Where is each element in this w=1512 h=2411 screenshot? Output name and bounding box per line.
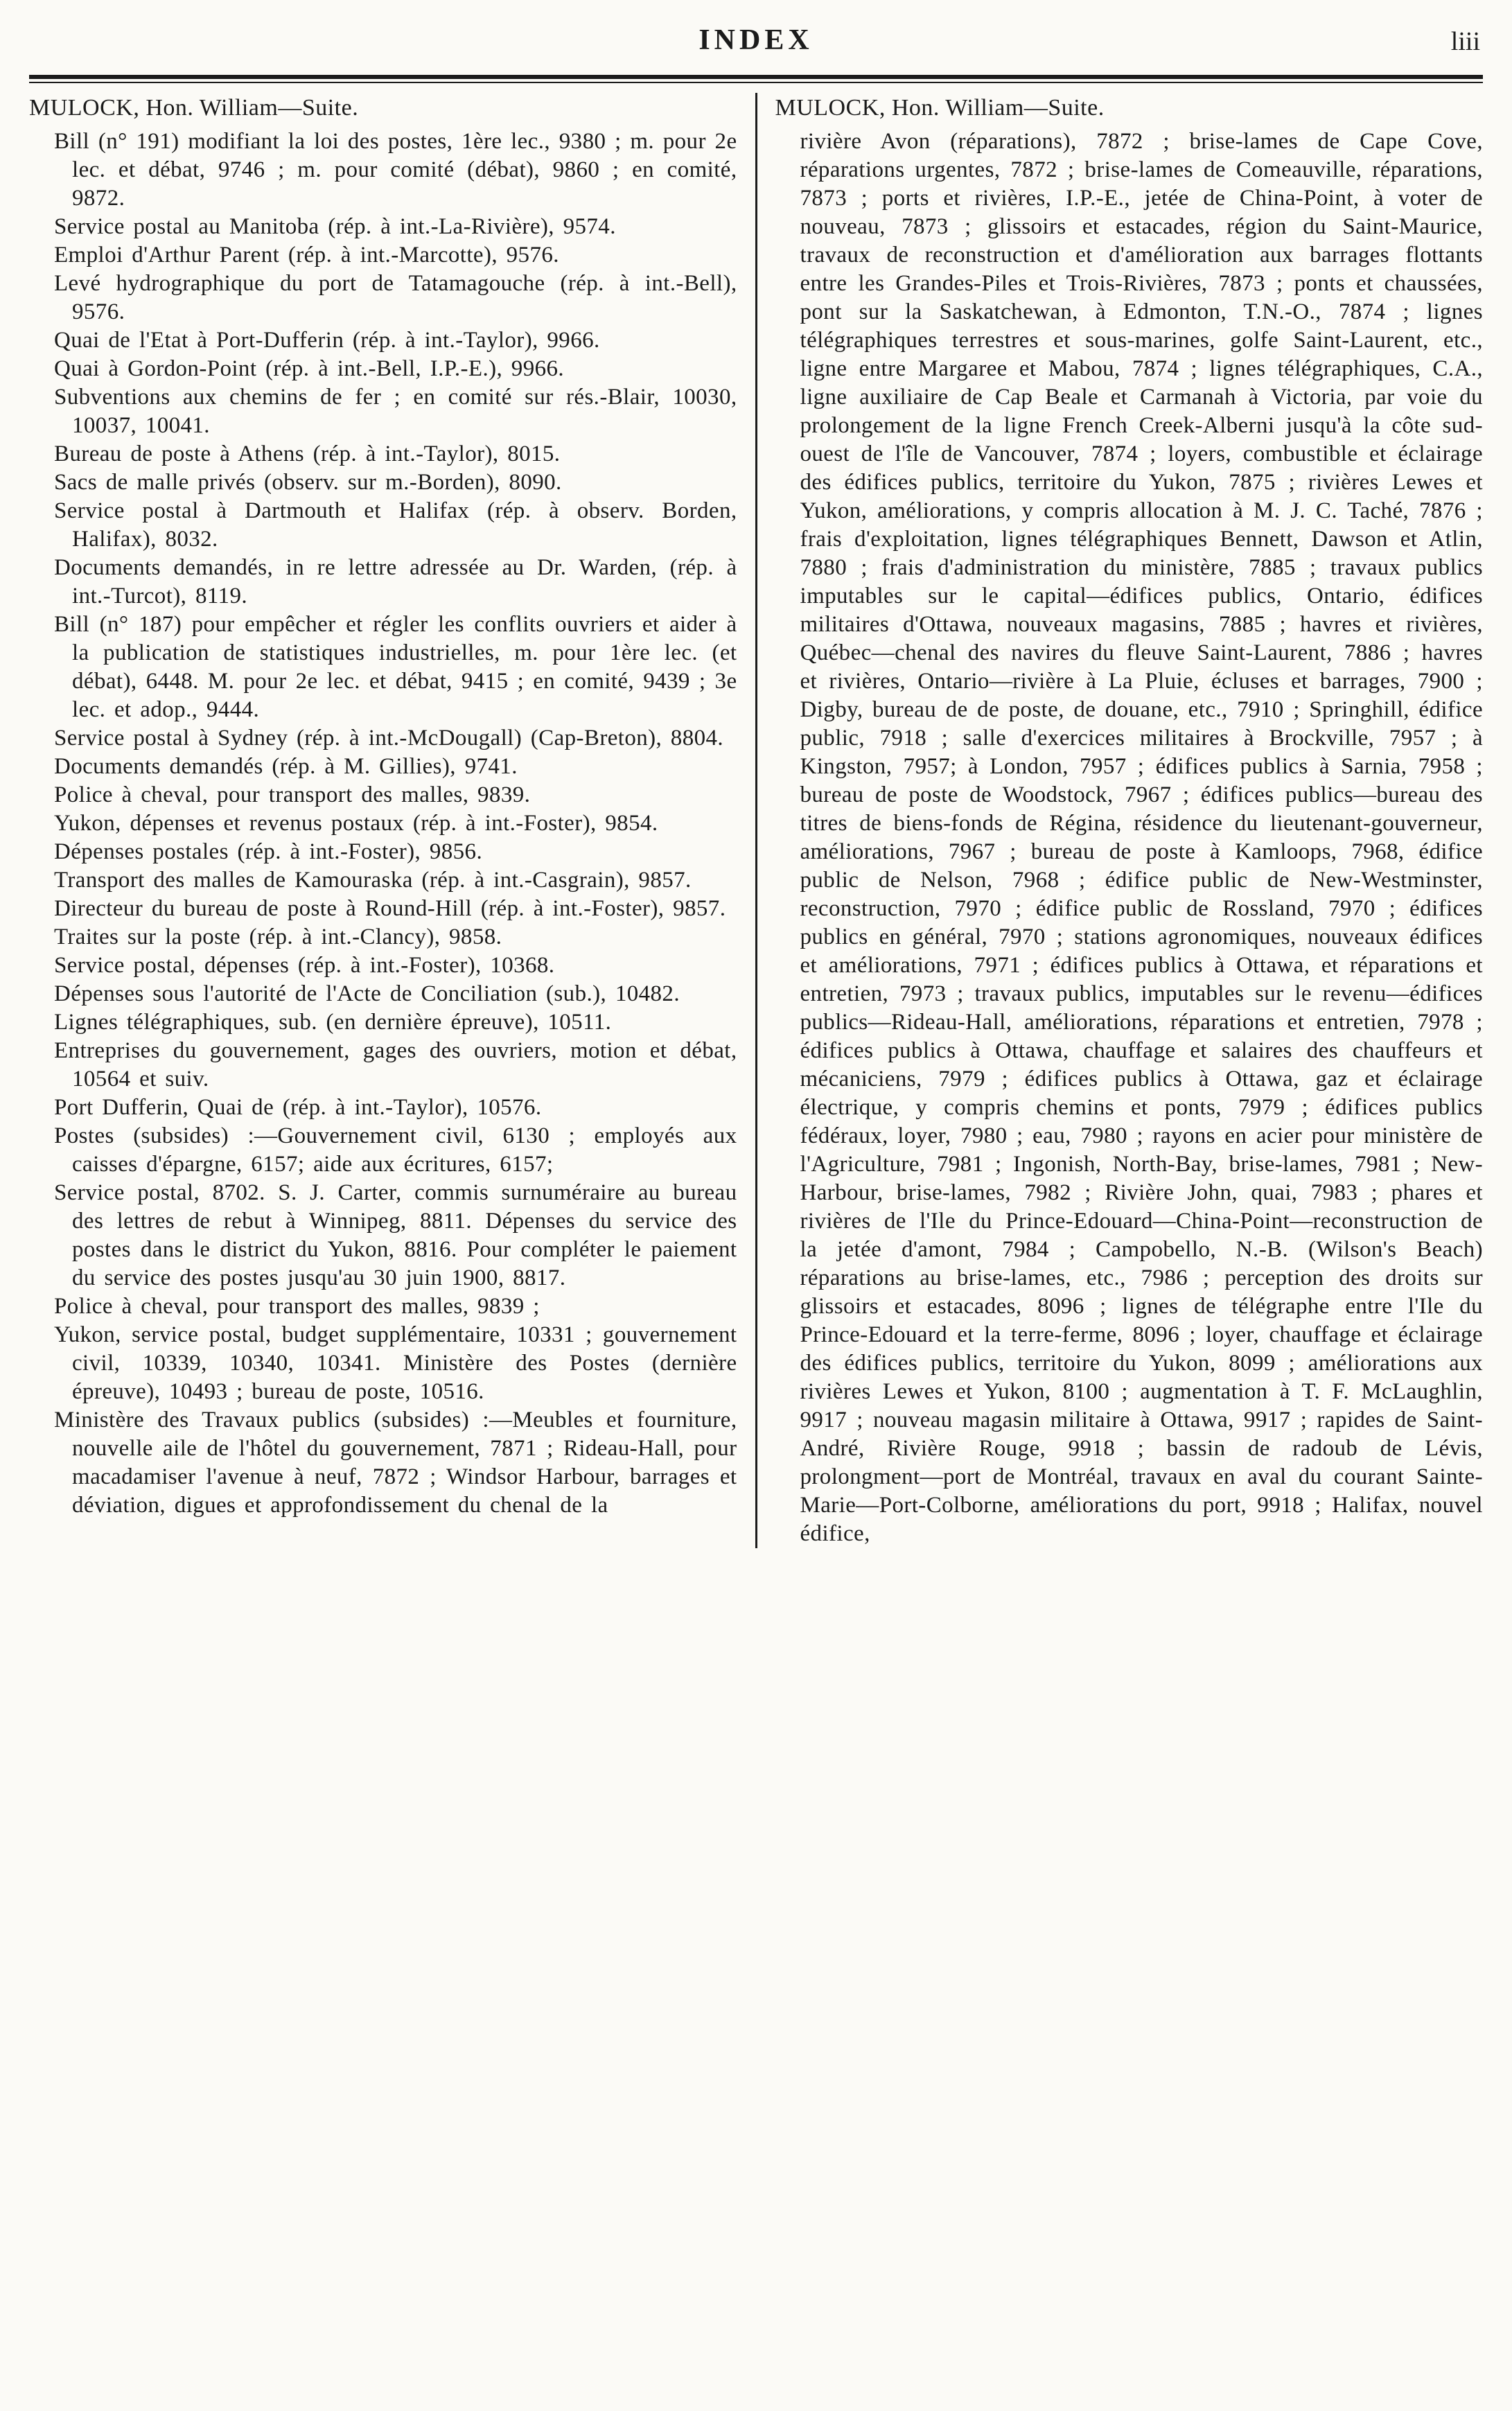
index-entry: Yukon, service postal, budget supplémentaire, 10331 ; gouvernement civil, 10339, 10340, 10341. Ministère des Postes (dernière épreuve), 10493 ; bureau de poste, 10516. xyxy=(54,1322,737,1404)
index-entry: Ministère des Travaux publics (subsides) :—Meubles et fourniture, nouvelle aile de l'hôtel du gouvernement, 7871 ; Rideau-Hall, pour macadamiser l'avenue à neuf, 7872 ; Windsor Harbour, barrages et déviation, digues et approfondissement du chenal de la xyxy=(54,1408,737,1518)
index-entry: Port Dufferin, Quai de (rép. à int.-Taylor), 10576. xyxy=(54,1095,542,1120)
index-entry: Levé hydrographique du port de Tatamagouche (rép. à int.-Bell), 9576. xyxy=(54,271,737,324)
index-entry: Police à cheval, pour transport des malles, 9839 ; xyxy=(54,1294,540,1319)
index-entry: Documents demandés, in re lettre adressée au Dr. Warden, (rép. à int.-Turcot), 8119. xyxy=(54,555,737,608)
index-entry: Dépenses sous l'autorité de l'Acte de Conciliation (sub.), 10482. xyxy=(54,981,680,1006)
double-rule xyxy=(29,75,1483,83)
page-header xyxy=(29,24,1483,64)
index-entry: Service postal à Dartmouth et Halifax (rép. à observ. Borden, Halifax), 8032. xyxy=(54,498,737,552)
page-number: liii xyxy=(1450,27,1480,56)
index-entry: Service postal, dépenses (rép. à int.-Foster), 10368. xyxy=(54,953,555,978)
left-column-heading: MULOCK, Hon. William—Suite. xyxy=(29,95,359,121)
left-column xyxy=(29,93,737,1548)
index-entry: rivière Avon (réparations), 7872 ; brise-lames de Cape Cove, réparations urgentes, 7872 ; brise-lames de Comeauville, réparations, 7873 ; ports et rivières, I.P.-E., jetée de China-Point, à voter de nouveau, 7873 ; glissoirs et estacades, région du Saint-Maurice, travaux de reconstruction et d'amélioration aux barrages flottants entre les Grandes-Piles et Trois-Rivières, 7873 ; ponts et chaussées, pont sur la Saskatchewan, à Edmonton, T.N.-O., 7874 ; lignes télégraphiques terrestres et sous-marines, golfe Saint-Laurent, etc., ligne entre Margaree et Mabou, 7874 ; lignes télégraphiques, C.A., ligne auxiliaire de Cap Beale et Carmanah à Victoria, par voie du prolongement de la ligne French Creek-Alberni jusqu'à la côte sud-ouest de l'île de Vancouver, 7874 ; loyers, combustible et éclairage des édifices publics, territoire du Yukon, 7875 ; rivières Lewes et Yukon, améliorations, y compris allocation à M. J. C. Taché, 7876 ; frais d'exploitation, lignes télégraphiques Bennett, Dawson et Atlin, 7880 ; frais d'administration du ministère, 7885 ; travaux publics imputables sur le capital—édifices publics, Ontario, édifices militaires d'Ottawa, nouveaux magasins, 7885 ; havres et rivières, Québec—chenal des navires du fleuve Saint-Laurent, 7886 ; havres et rivières, Ontario—rivière à La Pluie, écluses et barrages, 7900 ; Digby, bureau de de poste, de douane, etc., 7910 ; Springhill, édifice public, 7918 ; salle d'exercices militaires à Brockville, 7957 ; à Kingston, 7957; à London, 7957 ; édifices publics à Sarnia, 7958 ; bureau de poste de Woodstock, 7967 ; édifices publics—bureau des titres de biens-fonds de Régina, résidence du lieutenant-gouverneur, améliorations, 7967 ; bureau de poste à Kamloops, 7968, édifice public de Nelson, 7968 ; édifice public de New-Westminster, reconstruction, 7970 ; édifice public de Rossland, 7970 ; édifices publics en général, 7970 ; stations agronomiques, nouveaux édifices et améliorations, 7971 ; édifices publics à Ottawa, et réparations et entretien, 7973 ; travaux publics, imputables sur le revenu—édifices publics—Rideau-Hall, améliorations, réparations et entretien, 7978 ; édifices publics à Ottawa, chauffage et salaires des chauffeurs et mécaniciens, 7979 ; édifices publics à Ottawa, gaz et éclairage électrique, y compris chemins et ponts, 7979 ; édifices publics fédéraux, loyer, 7980 ; eau, 7980 ; rayons en acier pour ministère de l'Agriculture, 7981 ; Ingonish, North-Bay, brise-lames, 7981 ; New-Harbour, brise-lames, 7982 ; Rivière John, quai, 7983 ; phares et rivières de l'Ile du Prince-Edouard—China-Point—reconstruction de la jetée d'amont, 7984 ; Campobello, N.-B. (Wilson's Beach) réparations au brise-lames, etc., 7986 ; perception des droits sur glissoirs et estacades, 8096 ; lignes de télégraphe entre l'Ile du Prince-Edouard et la terre-ferme, 8096 ; loyer, chauffage et éclairage des édifices publics, territoire du Yukon, 8099 ; améliorations aux rivières Lewes et Yukon, 8100 ; augmentation à T. F. McLaughlin, 9917 ; nouveau magasin militaire à Ottawa, 9917 ; rapides de Saint-André, Rivière Rouge, 9918 ; bassin de radoub de Lévis, prolongment—port de Montréal, travaux en aval du courant Sainte-Marie—Port-Colborne, améliorations du port, 9918 ; Halifax, nouvel édifice, xyxy=(800,129,1483,1546)
left-entry-list xyxy=(29,128,737,1520)
index-entry: Service postal à Sydney (rép. à int.-McDougall) (Cap-Breton), 8804. xyxy=(54,726,724,751)
index-entry: Directeur du bureau de poste à Round-Hill (rép. à int.-Foster), 9857. xyxy=(54,896,726,921)
index-entry: Dépenses postales (rép. à int.-Foster), 9856. xyxy=(54,839,483,864)
index-entry: Emploi d'Arthur Parent (rép. à int.-Marcotte), 9576. xyxy=(54,243,559,268)
index-entry: Quai à Gordon-Point (rép. à int.-Bell, I.P.-E.), 9966. xyxy=(54,356,565,381)
index-entry: Traites sur la poste (rép. à int.-Clancy), 9858. xyxy=(54,924,502,949)
index-entry: Bureau de poste à Athens (rép. à int.-Taylor), 8015. xyxy=(54,441,561,466)
index-entry: Entreprises du gouvernement, gages des ouvriers, motion et débat, 10564 et suiv. xyxy=(54,1038,737,1091)
index-entry: Quai de l'Etat à Port-Dufferin (rép. à int.-Taylor), 9966. xyxy=(54,328,600,353)
index-entry: Postes (subsides) :—Gouvernement civil, 6130 ; employés aux caisses d'épargne, 6157; aide aux écritures, 6157; xyxy=(54,1123,737,1177)
index-columns xyxy=(29,93,1483,1548)
index-entry: Bill (n° 187) pour empêcher et régler les conflits ouvriers et aider à la publication de statistiques industrielles, m. pour 1ère lec. (et débat), 6448. M. pour 2e lec. et débat, 9415 ; en comité, 9439 ; 3e lec. et adop., 9444. xyxy=(54,612,737,722)
index-entry: Transport des malles de Kamouraska (rép. à int.-Casgrain), 9857. xyxy=(54,868,692,893)
right-column-heading: MULOCK, Hon. William—Suite. xyxy=(775,95,1105,121)
index-entry: Sacs de malle privés (observ. sur m.-Borden), 8090. xyxy=(54,470,562,495)
right-entry-list xyxy=(775,128,1484,1548)
index-entry: Yukon, dépenses et revenus postaux (rép. à int.-Foster), 9854. xyxy=(54,811,658,836)
index-entry: Subventions aux chemins de fer ; en comité sur rés.-Blair, 10030, 10037, 10041. xyxy=(54,385,737,438)
index-entry: Service postal, 8702. S. J. Carter, commis surnuméraire au bureau des lettres de rebut à Winnipeg, 8811. Dépenses du service des postes dans le district du Yukon, 8816. Pour compléter le paiement du service des postes jusqu'au 30 juin 1900, 8817. xyxy=(54,1180,737,1290)
index-entry: Documents demandés (rép. à M. Gillies), 9741. xyxy=(54,754,518,779)
right-column xyxy=(775,93,1484,1548)
column-divider xyxy=(755,93,757,1548)
index-entry: Bill (n° 191) modifiant la loi des postes, 1ère lec., 9380 ; m. pour 2e lec. et débat, 9746 ; m. pour comité (débat), 9860 ; en comité, 9872. xyxy=(54,129,737,211)
index-entry: Service postal au Manitoba (rép. à int.-La-Rivière), 9574. xyxy=(54,214,616,239)
index-entry: Police à cheval, pour transport des malles, 9839. xyxy=(54,782,531,807)
index-entry: Lignes télégraphiques, sub. (en dernière épreuve), 10511. xyxy=(54,1010,612,1035)
page-title: INDEX xyxy=(698,24,814,56)
